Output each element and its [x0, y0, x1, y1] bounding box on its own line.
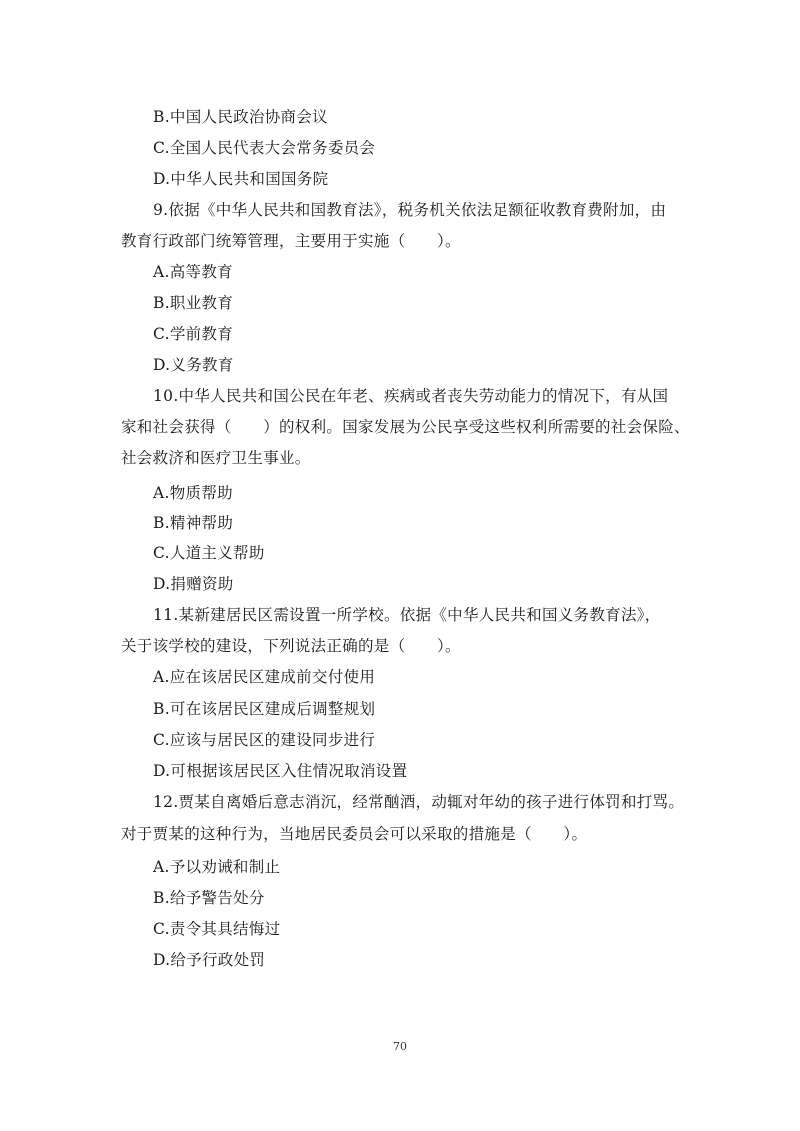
- q12-stem-line-2: 对于贾某的这种行为，当地居民委员会可以采取的措施是（ ）。: [121, 825, 588, 843]
- q10-option-c: C.人道主义帮助: [153, 544, 265, 562]
- q11-option-a: A.应在该居民区建成前交付使用: [153, 668, 376, 686]
- q12-stem-line-1: 12.贾某自离婚后意志消沉，经常酗酒，动辄对年幼的孩子进行体罚和打骂。: [153, 793, 685, 811]
- q9-stem-line-1: 9.依据《中华人民共和国教育法》，税务机关依法足额征收教育费附加，由: [153, 201, 667, 219]
- q11-stem-line-1: 11.某新建居民区需设置一所学校。依据《中华人民共和国义务教育法》，: [153, 606, 661, 624]
- q11-option-d: D.可根据该居民区入住情况取消设置: [153, 762, 408, 780]
- q11-option-c: C.应该与居民区的建设同步进行: [153, 731, 376, 749]
- q10-stem-line-2: 家和社会获得（ ）的权利。国家发展为公民享受这些权利所需要的社会保险、: [121, 418, 690, 436]
- q9-option-c: C.学前教育: [153, 325, 234, 343]
- q9-option-d: D.义务教育: [153, 356, 234, 374]
- q11-option-b: B.可在该居民区建成后调整规划: [153, 700, 376, 718]
- q10-option-d: D.捐赠资助: [153, 575, 234, 593]
- q10-stem-line-1: 10.中华人民共和国公民在年老、疾病或者丧失劳动能力的情况下，有从国: [153, 387, 669, 405]
- q10-option-b: B.精神帮助: [153, 514, 234, 532]
- q12-option-c: C.责令其具结悔过: [153, 920, 281, 938]
- prev-question-option-c: C.全国人民代表大会常务委员会: [153, 139, 376, 157]
- prev-question-option-d: D.中华人民共和国国务院: [153, 170, 329, 188]
- q9-option-a: A.高等教育: [153, 263, 233, 281]
- q9-option-b: B.职业教育: [153, 294, 234, 312]
- q9-stem-line-2: 教育行政部门统筹管理，主要用于实施（ ）。: [121, 232, 461, 250]
- q10-stem-line-3: 社会救济和医疗卫生事业。: [121, 449, 311, 467]
- q11-stem-line-2: 关于该学校的建设，下列说法正确的是（ ）。: [121, 637, 461, 655]
- q12-option-d: D.给予行政处罚: [153, 951, 266, 969]
- q12-option-a: A.予以劝诫和制止: [153, 858, 281, 876]
- q12-option-b: B.给予警告处分: [153, 889, 265, 907]
- prev-question-option-b: B.中国人民政治协商会议: [153, 108, 328, 126]
- q10-option-a: A.物质帮助: [153, 484, 233, 502]
- page-number: 70: [393, 1040, 407, 1053]
